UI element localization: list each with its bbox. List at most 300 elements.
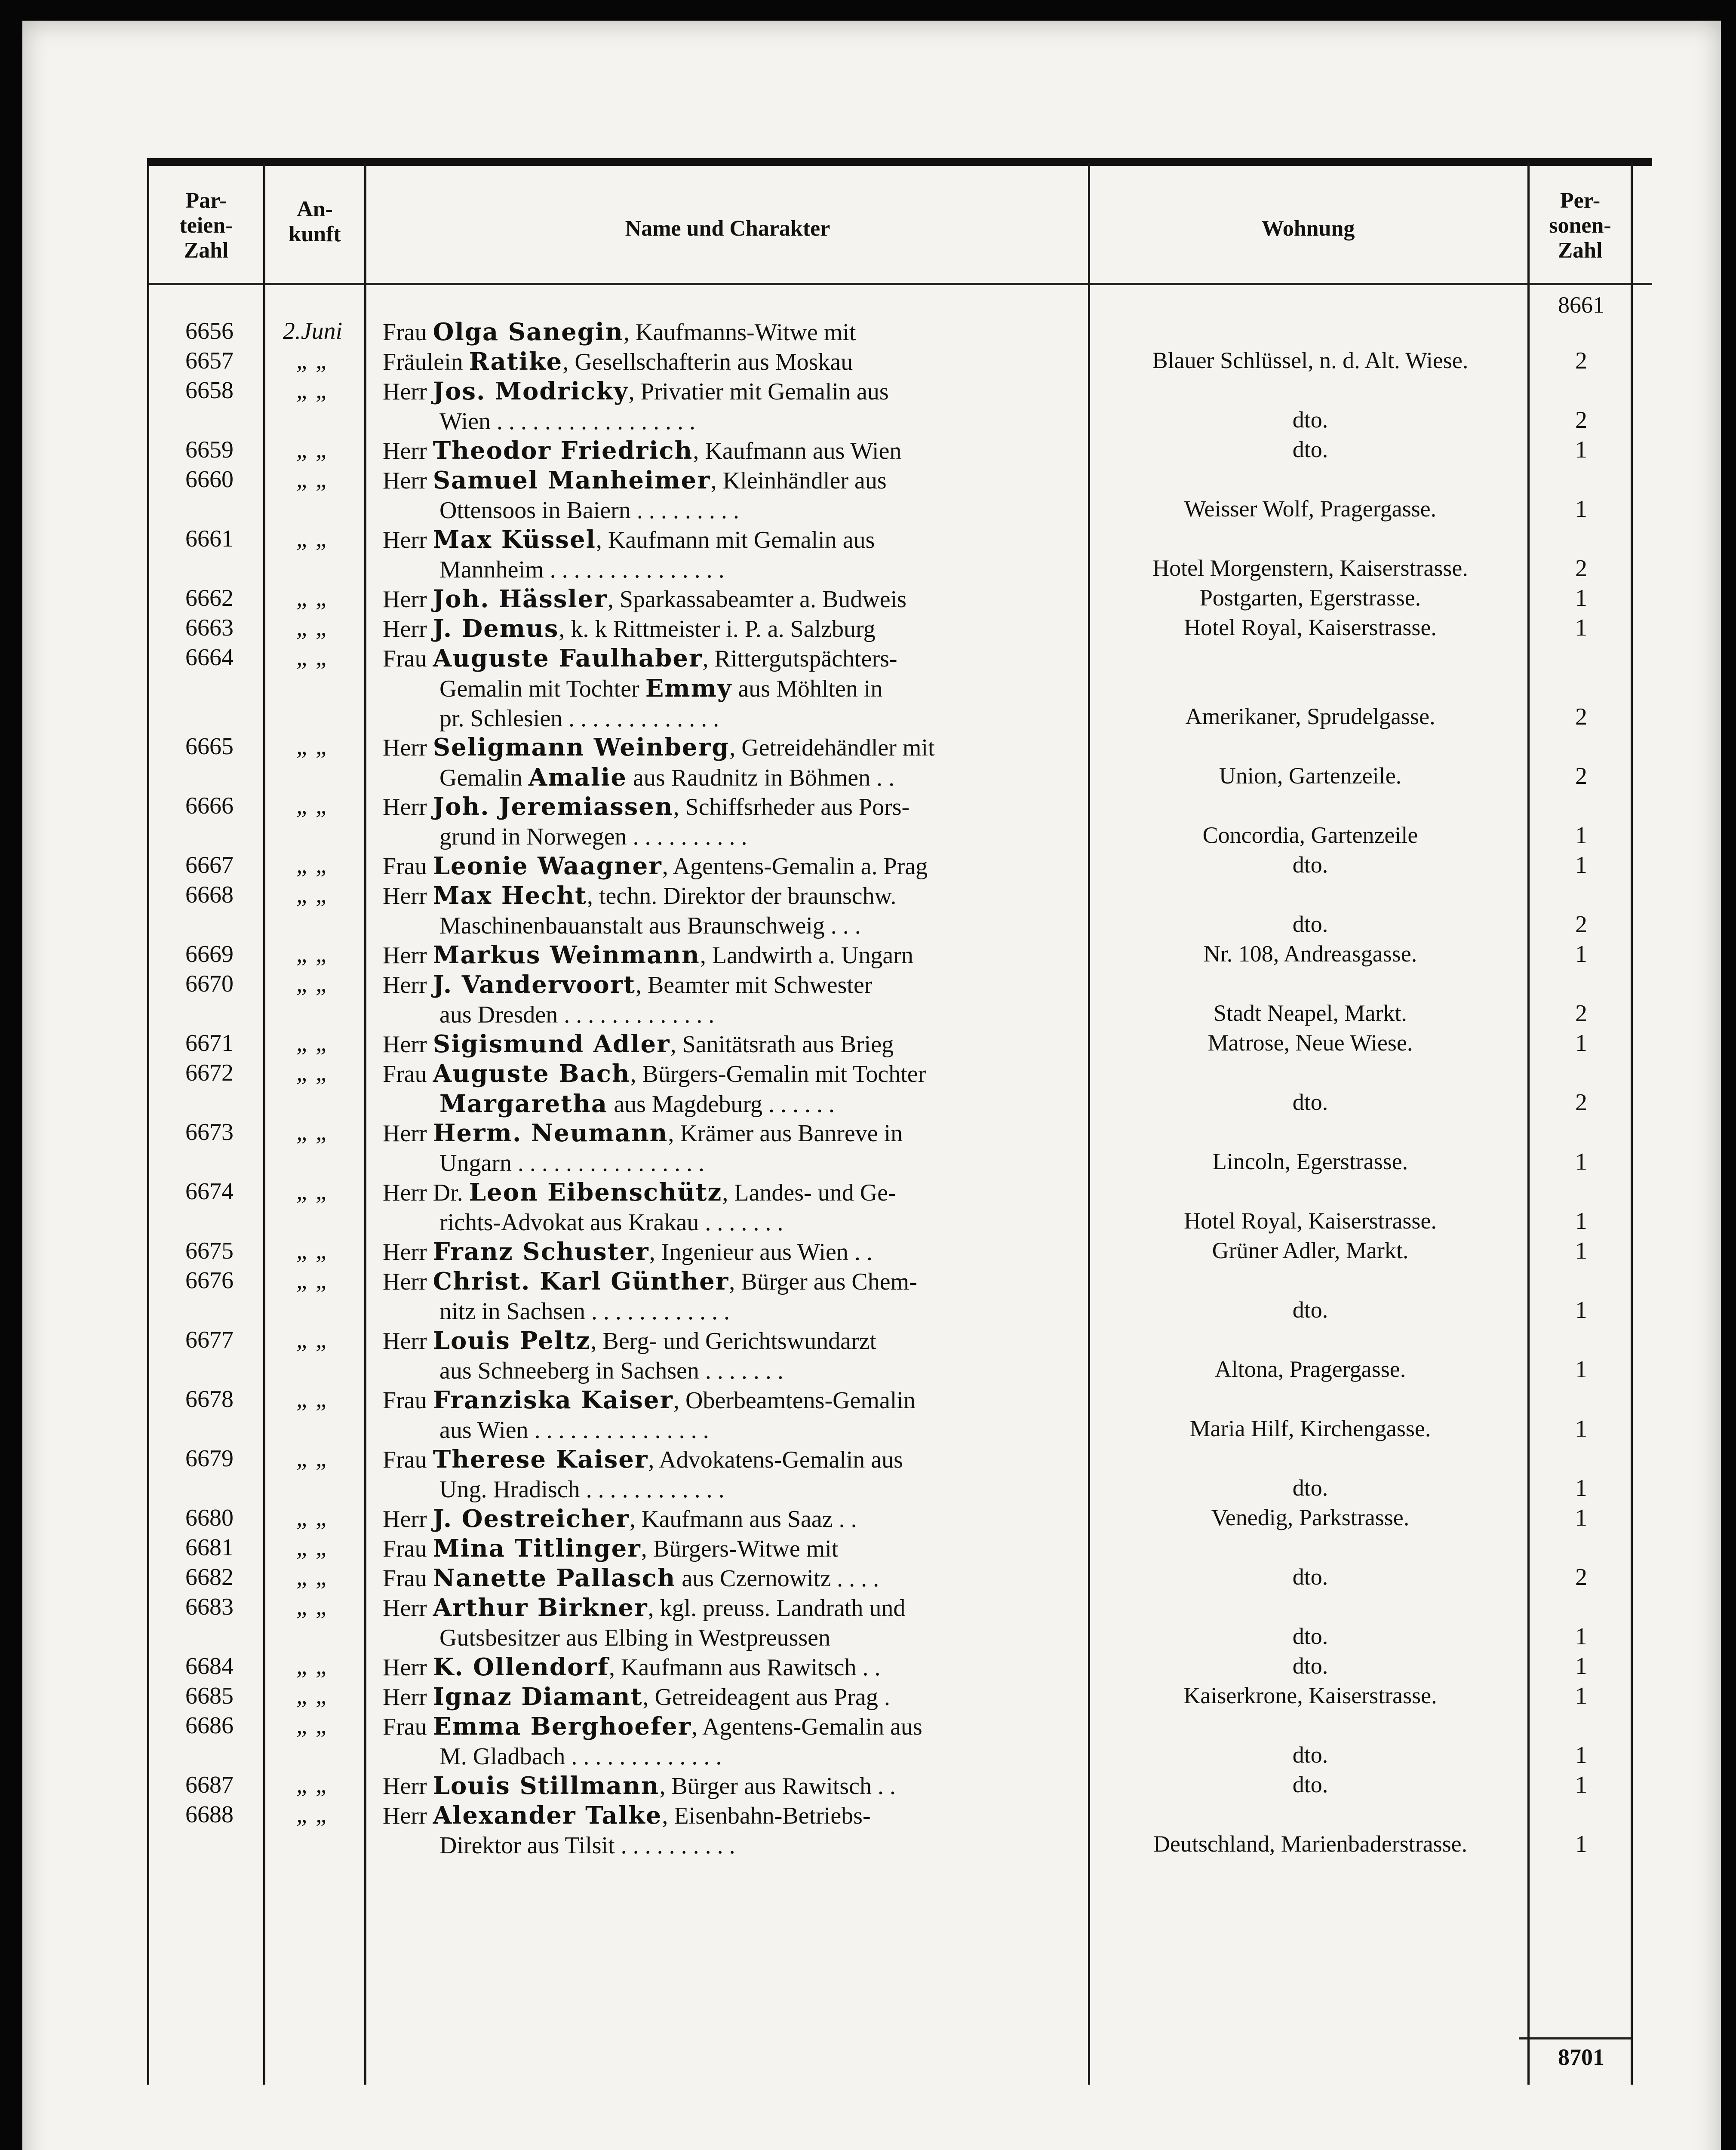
lodging-address: dto. bbox=[1292, 436, 1328, 462]
party-number: 6679 bbox=[185, 1445, 234, 1472]
guest-entry-line bbox=[383, 1118, 1079, 1149]
party-number: 6656 bbox=[185, 318, 234, 344]
arrival-date: „ „ bbox=[296, 1594, 329, 1620]
lodging-address: Stadt Neapel, Markt. bbox=[1214, 1000, 1407, 1026]
guest-description: nitz in Sachsen . . . . . . . . . . . . bbox=[439, 1298, 730, 1325]
guest-entry-line bbox=[383, 1504, 1079, 1534]
guest-entry-line bbox=[383, 496, 1079, 525]
party-number: 6659 bbox=[185, 436, 234, 463]
party-number: 6670 bbox=[185, 971, 234, 997]
arrival-date: „ „ bbox=[296, 436, 329, 463]
guest-entry bbox=[383, 1801, 1079, 1861]
person-count: 1 bbox=[1575, 852, 1587, 878]
lodging-address: dto. bbox=[1292, 1653, 1328, 1679]
party-number: 6658 bbox=[185, 377, 234, 404]
arrival-date: „ „ bbox=[296, 1653, 329, 1680]
guest-entry-line bbox=[383, 851, 1079, 882]
guest-entry bbox=[383, 970, 1079, 1030]
party-number: 6664 bbox=[185, 644, 234, 671]
guest-description: Herr bbox=[383, 1120, 433, 1147]
guest-description: Herr bbox=[383, 438, 433, 464]
guest-entry-line bbox=[383, 1742, 1079, 1772]
guest-entry bbox=[383, 644, 1079, 734]
guest-description: Gemalin mit Tochter bbox=[439, 676, 645, 702]
guest-description: , Getreidehändler mit bbox=[729, 734, 935, 761]
arrival-date: „ „ bbox=[296, 585, 329, 611]
guest-name: Jos. Modricky bbox=[433, 377, 629, 405]
guest-description: , Oberbeamtens-Gemalin bbox=[673, 1387, 916, 1414]
arrival-date: „ „ bbox=[296, 1119, 329, 1146]
guest-description: , Kaufmann aus Wien bbox=[693, 438, 902, 464]
arrival-date: „ „ bbox=[296, 882, 329, 908]
guest-description: Herr bbox=[383, 527, 433, 553]
guest-description: , Beamter mit Schwester bbox=[635, 972, 873, 998]
arrival-date: „ „ bbox=[296, 1445, 329, 1472]
guest-name: Christ. Karl Günther bbox=[433, 1267, 729, 1296]
guest-description: Frau bbox=[383, 1447, 433, 1473]
person-count: 1 bbox=[1575, 1238, 1587, 1264]
party-number: 6682 bbox=[185, 1564, 234, 1591]
person-count: 1 bbox=[1575, 436, 1587, 463]
guest-description: , techn. Direktor der braunschw. bbox=[587, 883, 897, 909]
guest-description: aus Magdeburg . . . . . . bbox=[608, 1091, 835, 1118]
person-count: 2 bbox=[1575, 1564, 1587, 1591]
guest-entry-line bbox=[383, 1712, 1079, 1742]
header-arrival-line: kunft bbox=[289, 222, 341, 246]
guest-description: Herr bbox=[383, 1239, 433, 1265]
person-count: 1 bbox=[1575, 1297, 1587, 1324]
guest-description: Mannheim . . . . . . . . . . . . . . . bbox=[439, 556, 725, 583]
guest-entry-line bbox=[383, 555, 1079, 585]
guest-entry-line bbox=[383, 763, 1079, 793]
guest-description: , Berg- und Gerichtswundarzt bbox=[590, 1328, 877, 1354]
guest-entry bbox=[383, 1771, 1079, 1801]
guest-entry-line bbox=[383, 1623, 1079, 1653]
guest-entry-line bbox=[383, 1178, 1079, 1208]
guest-entry-line bbox=[383, 377, 1079, 407]
guest-entry-line bbox=[383, 1652, 1079, 1683]
guest-name: Auguste Bach bbox=[433, 1060, 630, 1088]
guest-description: Herr bbox=[383, 1031, 433, 1058]
guest-name: Herm. Neumann bbox=[433, 1119, 668, 1147]
lodging-address: Postgarten, Egerstrasse. bbox=[1199, 585, 1421, 611]
guest-description: Frau bbox=[383, 853, 433, 880]
guest-name: Max Hecht bbox=[433, 882, 587, 910]
person-count: 1 bbox=[1575, 1683, 1587, 1709]
guest-description: Wien . . . . . . . . . . . . . . . . . bbox=[439, 408, 696, 435]
header-name-text: Name und Charakter bbox=[625, 216, 830, 241]
party-number: 6666 bbox=[185, 792, 234, 819]
guest-entry-line bbox=[383, 1563, 1079, 1594]
party-number: 6663 bbox=[185, 614, 234, 641]
lodging-address: dto. bbox=[1292, 852, 1328, 878]
guest-description: , Agentens-Gemalin a. Prag bbox=[662, 853, 928, 880]
party-number: 6684 bbox=[185, 1653, 234, 1680]
guest-entry-line bbox=[383, 1000, 1079, 1030]
guest-entry bbox=[383, 1534, 1079, 1564]
arrival-date: „ „ bbox=[296, 466, 329, 493]
guest-entry-line bbox=[383, 733, 1079, 763]
guest-entry bbox=[383, 881, 1079, 941]
person-count: 1 bbox=[1575, 585, 1587, 611]
guest-entry bbox=[383, 1593, 1079, 1653]
guest-description: Herr bbox=[383, 794, 433, 820]
guest-entry-line bbox=[383, 1593, 1079, 1623]
arrival-date: „ „ bbox=[296, 1327, 329, 1353]
person-count: 1 bbox=[1575, 1831, 1587, 1858]
guest-description: , k. k Rittmeister i. P. a. Salzburg bbox=[559, 616, 876, 642]
guest-description: Herr bbox=[383, 1803, 433, 1829]
guest-name: Max Küssel bbox=[433, 525, 596, 554]
header-party-number bbox=[151, 188, 261, 263]
header-party-line: Zahl bbox=[184, 238, 229, 263]
guest-entry-line bbox=[383, 347, 1079, 377]
register-page bbox=[22, 21, 1721, 2150]
party-number: 6676 bbox=[185, 1267, 234, 1294]
guest-entry bbox=[383, 1504, 1079, 1534]
guest-entry-line bbox=[383, 1029, 1079, 1060]
header-address bbox=[1091, 216, 1525, 241]
lodging-address: Blauer Schlüssel, n. d. Alt. Wiese. bbox=[1152, 347, 1469, 373]
guest-entry bbox=[383, 436, 1079, 466]
guest-name: Therese Kaiser bbox=[433, 1445, 648, 1474]
guest-name: Mina Titlinger bbox=[433, 1534, 641, 1563]
lodging-address: Hotel Royal, Kaiserstrasse. bbox=[1184, 614, 1437, 640]
guest-description: aus Schneeberg in Sachsen . . . . . . . bbox=[439, 1358, 784, 1384]
guest-name: J. Oestreicher bbox=[433, 1505, 630, 1533]
guest-entry bbox=[383, 940, 1079, 971]
arrival-date: „ „ bbox=[296, 1267, 329, 1294]
party-number: 6677 bbox=[185, 1327, 234, 1353]
final-total: 8701 bbox=[1558, 2044, 1604, 2070]
guest-description: Frau bbox=[383, 645, 433, 672]
guest-entry-line bbox=[383, 436, 1079, 466]
person-count: 2 bbox=[1575, 763, 1587, 789]
header-party-line: teien- bbox=[179, 213, 233, 238]
header-party-line: Par- bbox=[185, 188, 227, 213]
guest-entry-line bbox=[383, 407, 1079, 436]
guest-description: Frau bbox=[383, 1387, 433, 1414]
guest-description: , Advokatens-Gemalin aus bbox=[648, 1447, 903, 1473]
arrival-date: „ „ bbox=[296, 347, 329, 374]
guest-description: Frau bbox=[383, 1536, 433, 1562]
guest-description: , Bürgers-Witwe mit bbox=[641, 1536, 839, 1562]
lodging-address: Lincoln, Egerstrasse. bbox=[1212, 1149, 1408, 1174]
lodging-address: dto. bbox=[1292, 1742, 1328, 1768]
guest-description: pr. Schlesien . . . . . . . . . . . . . bbox=[439, 705, 719, 732]
guest-description: M. Gladbach . . . . . . . . . . . . . bbox=[439, 1743, 722, 1770]
party-number: 6672 bbox=[185, 1060, 234, 1086]
party-number: 6671 bbox=[185, 1030, 234, 1057]
guest-description: , Eisenbahn-Betriebs- bbox=[662, 1803, 871, 1829]
guest-entry-line bbox=[383, 525, 1079, 555]
guest-entry-line bbox=[383, 704, 1079, 734]
guest-name: Joh. Jeremiassen bbox=[433, 792, 673, 821]
lodging-address: Union, Gartenzeile. bbox=[1219, 763, 1402, 789]
guest-entry bbox=[383, 377, 1079, 436]
lodging-address: dto. bbox=[1292, 1475, 1328, 1501]
guest-entry-line bbox=[383, 1267, 1079, 1297]
column-rule-right bbox=[1631, 163, 1633, 2085]
party-number: 6674 bbox=[185, 1178, 234, 1205]
guest-description: Gemalin bbox=[439, 765, 528, 791]
guest-name: Olga Sanegin bbox=[433, 318, 624, 346]
lodging-address: Matrose, Neue Wiese. bbox=[1208, 1030, 1413, 1056]
guest-name: Louis Peltz bbox=[433, 1327, 591, 1355]
lodging-address: dto. bbox=[1292, 1623, 1328, 1649]
guest-description: Herr bbox=[383, 616, 433, 642]
guest-entry-line bbox=[383, 1682, 1079, 1712]
guest-description: Herr bbox=[383, 734, 433, 761]
lodging-address: dto. bbox=[1292, 1297, 1328, 1323]
column-rule-arrival bbox=[364, 163, 366, 2085]
guest-entry bbox=[383, 733, 1079, 793]
guest-entry-line bbox=[383, 584, 1079, 614]
arrival-date: „ „ bbox=[296, 1712, 329, 1739]
guest-description: Herr bbox=[383, 1773, 433, 1800]
person-count: 2 bbox=[1575, 703, 1587, 730]
guest-description: Herr bbox=[383, 1268, 433, 1295]
guest-entry bbox=[383, 1326, 1079, 1386]
guest-description: , Rittergutspächters- bbox=[702, 645, 897, 672]
guest-description: Herr bbox=[383, 883, 433, 909]
guest-entry bbox=[383, 1118, 1079, 1178]
guest-entry bbox=[383, 614, 1079, 644]
guest-entry bbox=[383, 1237, 1079, 1267]
header-persons bbox=[1530, 188, 1631, 263]
party-number: 6686 bbox=[185, 1712, 234, 1739]
guest-entry-line bbox=[383, 1534, 1079, 1564]
guest-entry-line bbox=[383, 1831, 1079, 1861]
arrival-date: „ „ bbox=[296, 1772, 329, 1798]
lodging-address: dto. bbox=[1292, 1772, 1328, 1797]
guest-description: Herr bbox=[383, 586, 433, 613]
guest-description: , Kaufmann mit Gemalin aus bbox=[596, 527, 875, 553]
guest-description: , kgl. preuss. Landrath und bbox=[648, 1595, 906, 1622]
guest-entry bbox=[383, 792, 1079, 852]
lodging-address: Amerikaner, Sprudelgasse. bbox=[1185, 703, 1435, 729]
guest-name: Nanette Pallasch bbox=[433, 1564, 676, 1592]
lodging-address: Altona, Pragergasse. bbox=[1214, 1356, 1406, 1382]
lodging-address: dto. bbox=[1292, 407, 1328, 433]
arrival-date: „ „ bbox=[296, 1386, 329, 1413]
guest-name: Amalie bbox=[528, 763, 627, 792]
guest-description: , Bürgers-Gemalin mit Tochter bbox=[630, 1061, 926, 1087]
person-count: 1 bbox=[1575, 1742, 1587, 1769]
lodging-address: Concordia, Gartenzeile bbox=[1202, 822, 1418, 848]
guest-description: Herr bbox=[383, 1506, 433, 1533]
guest-description: aus Möhlten in bbox=[732, 676, 883, 702]
arrival-date: „ „ bbox=[296, 644, 329, 671]
guest-entry-line bbox=[383, 970, 1079, 1000]
party-number: 6657 bbox=[185, 347, 234, 374]
arrival-date: „ „ bbox=[296, 1505, 329, 1531]
guest-description: Herr bbox=[383, 1654, 433, 1681]
guest-entry-line bbox=[383, 614, 1079, 644]
guest-description: Frau bbox=[383, 1714, 433, 1740]
person-count: 1 bbox=[1575, 496, 1587, 522]
guest-name: Emmy bbox=[645, 674, 732, 703]
guest-entry-line bbox=[383, 644, 1079, 674]
guest-description: , Krämer aus Banreve in bbox=[668, 1120, 903, 1147]
header-name bbox=[369, 216, 1087, 241]
lodging-address: Grüner Adler, Markt. bbox=[1212, 1238, 1409, 1263]
guest-entry bbox=[383, 1682, 1079, 1712]
person-count: 2 bbox=[1575, 1000, 1587, 1027]
guest-description: Frau bbox=[383, 1061, 433, 1087]
guest-name: Sigismund Adler bbox=[433, 1030, 670, 1058]
guest-name: Louis Stillmann bbox=[433, 1772, 660, 1800]
person-count: 2 bbox=[1575, 407, 1587, 433]
party-number: 6685 bbox=[185, 1683, 234, 1709]
guest-entry-line bbox=[383, 881, 1079, 911]
guest-description: Herr bbox=[383, 1328, 433, 1354]
guest-entry-line bbox=[383, 1801, 1079, 1831]
lodging-address: Kaiserkrone, Kaiserstrasse. bbox=[1183, 1683, 1437, 1708]
arrival-date: „ „ bbox=[296, 525, 329, 552]
lodging-address: Hotel Morgenstern, Kaiserstrasse. bbox=[1152, 555, 1468, 581]
lodging-address: Hotel Royal, Kaiserstrasse. bbox=[1184, 1208, 1437, 1234]
guest-description: Maschinenbauanstalt aus Braunschweig . . . bbox=[439, 912, 861, 939]
person-count: 1 bbox=[1575, 1505, 1587, 1531]
guest-name: Ratike bbox=[469, 347, 563, 376]
arrival-date: „ „ bbox=[296, 971, 329, 997]
guest-entry bbox=[383, 1445, 1079, 1505]
total-rule bbox=[1519, 2037, 1631, 2039]
header-arrival bbox=[267, 197, 362, 247]
party-number: 6675 bbox=[185, 1238, 234, 1264]
guest-entry bbox=[383, 1178, 1079, 1238]
guest-name: Emma Berghoefer bbox=[433, 1712, 692, 1741]
guest-description: Fräulein bbox=[383, 349, 469, 375]
arrival-date: „ „ bbox=[296, 852, 329, 878]
arrival-date: „ „ bbox=[296, 733, 329, 760]
guest-description: Herr bbox=[383, 1684, 433, 1711]
lodging-address: Weisser Wolf, Pragergasse. bbox=[1184, 496, 1437, 522]
person-count: 2 bbox=[1575, 911, 1587, 938]
guest-name: J. Vandervoort bbox=[433, 971, 636, 999]
party-number: 6681 bbox=[185, 1534, 234, 1561]
person-count: 1 bbox=[1575, 822, 1587, 849]
guest-name: K. Ollendorf bbox=[433, 1653, 609, 1681]
person-count: 1 bbox=[1575, 1416, 1587, 1442]
guest-entry bbox=[383, 1563, 1079, 1594]
header-persons-line: Per- bbox=[1560, 188, 1601, 213]
guest-description: , Kaufmann aus Rawitsch . . bbox=[609, 1654, 881, 1681]
guest-description: Gutsbesitzer aus Elbing in Westpreussen bbox=[439, 1625, 830, 1651]
guest-description: , Bürger aus Rawitsch . . bbox=[659, 1773, 896, 1800]
guest-entry bbox=[383, 525, 1079, 585]
guest-entry bbox=[383, 317, 1079, 347]
header-persons-line: Zahl bbox=[1558, 238, 1603, 263]
arrival-date: „ „ bbox=[296, 1564, 329, 1591]
guest-entry-line bbox=[383, 674, 1079, 704]
person-count: 1 bbox=[1575, 1356, 1587, 1383]
column-rule-left bbox=[147, 163, 149, 2085]
guest-entry bbox=[383, 1712, 1079, 1772]
guest-entry bbox=[383, 851, 1079, 882]
guest-entry-line bbox=[383, 1089, 1079, 1119]
guest-entry-line bbox=[383, 822, 1079, 852]
party-number: 6660 bbox=[185, 466, 234, 493]
guest-name: Joh. Hässler bbox=[433, 585, 608, 613]
party-number: 6673 bbox=[185, 1119, 234, 1146]
guest-entry bbox=[383, 1652, 1079, 1683]
person-count: 1 bbox=[1575, 1623, 1587, 1650]
guest-entry-line bbox=[383, 317, 1079, 347]
guest-description: , Landwirth a. Ungarn bbox=[700, 942, 913, 969]
party-number: 6687 bbox=[185, 1772, 234, 1798]
person-count: 1 bbox=[1575, 1149, 1587, 1175]
party-number: 6668 bbox=[185, 882, 234, 908]
guest-description: , Kaufmanns-Witwe mit bbox=[623, 319, 856, 346]
carried-total: 8661 bbox=[1558, 292, 1604, 318]
header-rule bbox=[147, 283, 1652, 285]
guest-entry bbox=[383, 1385, 1079, 1445]
person-count: 1 bbox=[1575, 1030, 1587, 1057]
guest-entry-line bbox=[383, 1059, 1079, 1089]
guest-description: Frau bbox=[383, 319, 433, 346]
person-count: 2 bbox=[1575, 347, 1587, 374]
party-number: 6680 bbox=[185, 1505, 234, 1531]
guest-description: , Kaufmann aus Saaz . . bbox=[629, 1506, 857, 1533]
person-count: 1 bbox=[1575, 1208, 1587, 1235]
guest-description: richts-Advokat aus Krakau . . . . . . . bbox=[439, 1209, 784, 1236]
guest-description: Herr bbox=[383, 467, 433, 494]
person-count: 1 bbox=[1575, 1653, 1587, 1680]
guest-name: Auguste Faulhaber bbox=[433, 644, 703, 673]
guest-entry-line bbox=[383, 1149, 1079, 1178]
guest-name: Alexander Talke bbox=[433, 1801, 662, 1830]
guest-description: grund in Norwegen . . . . . . . . . . bbox=[439, 823, 747, 850]
lodging-address: Venedig, Parkstrasse. bbox=[1211, 1505, 1410, 1530]
arrival-date: „ „ bbox=[296, 1238, 329, 1264]
guest-description: aus Raudnitz in Böhmen . . bbox=[627, 765, 895, 791]
column-rule-address bbox=[1527, 163, 1530, 2085]
arrival-date: „ „ bbox=[296, 1801, 329, 1828]
party-number: 6662 bbox=[185, 585, 234, 611]
arrival-date: „ „ bbox=[296, 792, 329, 819]
guest-name: Theodor Friedrich bbox=[433, 436, 693, 465]
lodging-address: dto. bbox=[1292, 1564, 1328, 1590]
guest-entry bbox=[383, 1029, 1079, 1060]
arrival-date: 2.Juni bbox=[283, 318, 343, 344]
arrival-date: „ „ bbox=[296, 1030, 329, 1057]
person-count: 1 bbox=[1575, 614, 1587, 641]
guest-name: Leonie Waagner bbox=[433, 852, 662, 880]
guest-description: , Schiffsrheder aus Pors- bbox=[673, 794, 910, 820]
arrival-date: „ „ bbox=[296, 614, 329, 641]
guest-entry bbox=[383, 1267, 1079, 1327]
guest-entry bbox=[383, 584, 1079, 614]
lodging-address: Nr. 108, Andreasgasse. bbox=[1203, 941, 1417, 967]
header-arrival-line: An- bbox=[297, 197, 333, 221]
arrival-date: „ „ bbox=[296, 1178, 329, 1205]
guest-description: Herr bbox=[383, 942, 433, 969]
lodging-address: dto. bbox=[1292, 1089, 1328, 1115]
top-rule bbox=[147, 158, 1652, 166]
guest-entry bbox=[383, 466, 1079, 525]
guest-entry-line bbox=[383, 1416, 1079, 1445]
column-rule-name bbox=[1088, 163, 1090, 2085]
guest-name: J. Demus bbox=[433, 614, 559, 643]
guest-entry-line bbox=[383, 1356, 1079, 1386]
guest-description: , Gesellschafterin aus Moskau bbox=[562, 349, 853, 375]
lodging-address: dto. bbox=[1292, 911, 1328, 937]
guest-description: , Bürger aus Chem- bbox=[729, 1268, 917, 1295]
guest-description: , Sparkassabeamter a. Budweis bbox=[607, 586, 906, 613]
guest-description: Ungarn . . . . . . . . . . . . . . . . bbox=[439, 1150, 704, 1176]
